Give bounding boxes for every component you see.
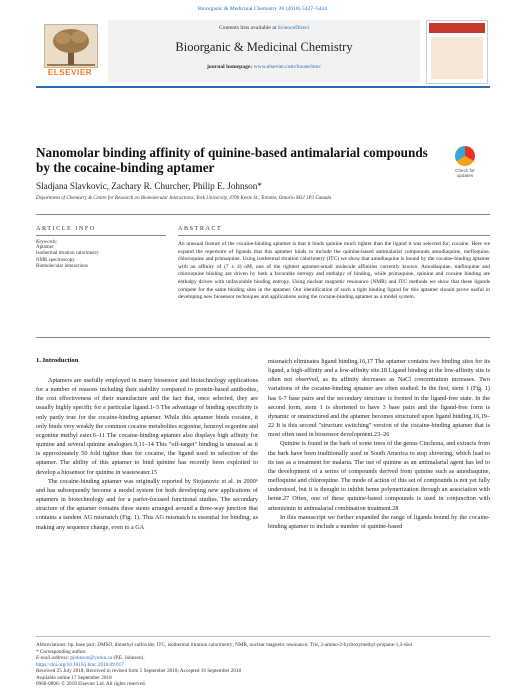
journal-header [36,20,490,82]
available-online: Available online 17 September 2018 [36,674,112,681]
crossmark-label [448,168,482,178]
contents-line [108,25,420,31]
author-list[interactable]: Sladjana Slavkovic, Zachary R. Churcher, Philip E. Johnson* [36,181,262,191]
crossmark-icon [455,146,475,166]
received-dates: Received 25 July 2018; Received in revised form 5 September 2018; Accepted 16 September 2018 [36,668,242,674]
email-suffix: (P.E. Johnson). [113,655,145,661]
keyword-item: Biomolecular interactions [36,264,88,270]
author-affiliation: Department of Chemistry & Centre for Research on Biomolecular Interactions, York University, 4700 Keele St., Toronto, Ontario M3J 1P3 Canada [36,196,332,201]
elsevier-wordmark: ELSEVIER [47,68,93,77]
abbreviations-note: Abbreviations: bp, base pair; DMSO, dimethyl sulfoxide; ITC, isothermal titration calorimetry; NMR, nuclear magnetic resonance; Tris, 2-amino-2-hydroxymethyl-propane-1,3-diol [36,642,413,648]
footnote-divider [36,636,490,637]
affiliation-divider [36,214,490,215]
email-link[interactable]: pjohnson@yorku.ca [70,655,113,661]
keyword-item: Isothermal titration calorimetry [36,251,99,257]
abstract-rule [178,235,490,236]
keywords-label: Keywords: [36,240,58,245]
check-for-updates-button[interactable] [448,146,482,180]
homepage-prefix: journal homepage: [207,64,253,70]
abstract-text: An unusual feature of the cocaine-binding aptamer is that it binds quinine much tighter than the ligand it was selected for, cocaine. Here we expand the repertoire of ligands that this aptamer binds to include the quinine-based antimalarial compounds amodiaquine, mefloquine, chloroquine and primaquine. Using isothermal titration calorimetry (ITC) we show that amodiaquine is bound by the cocaine-binding aptamer with an affinity of (7 ± 4) nM, one of the tightest aptamer-small molecule affinities currently known. Amodiaquine, mefloquine and chloroquine binding are driven by both a favorable entropy and enthalpy of binding, while primaquine, quinine and cocaine binding are enthalpy driven with unfavorable binding entropy. Using nuclear magnetic resonance (NMR) and ITC methods we show that these ligands compete for the same binding sites in the aptamer. Our identification of such a tight binding ligand for this aptamer should prove useful in developing new biosensor techniques and applications using the cocaine-binding aptamer as a model system. [178,241,490,301]
body-paragraph: Quinine is found in the bark of some trees of the genus Cinchona, and extracts from the bark have been traditionally used in South America to stop shivering, which lead to its use as a treatment for malaria. The use of quinine as an antimalarial agent has led to the development of a series of compounds derived from quinine such as amodiaquine, mefloquine and chloroquine. The mode of action of this set of compounds is not yet fully understood, but it is thought to inhibit heme polymerization through an association with heme.27 Often, one of these quinine-based compounds is used in conjunction with artemisinin in antimalarial combination treatment.28 [268,440,490,512]
cover-banner [429,23,485,33]
body-paragraph: Aptamers are usefully employed in many biosensor and biotechnology applications for a number of reasons including their stability compared to protein-based antibodies, the cost effectiveness of their manufacture and the fact that, once selected, they are usually highly specific for a particular ligand.1–5 The advantage of binding specificity is only partly true for the cocaine-binding aptamer. While this aptamer binds cocaine, it only binds very weakly the common cocaine metabolites ecgonine, benzoyl ecgonine and ecgonine methyl ester.6–11 The cocaine-binding aptamer also displays high affinity for quinine and several quinine analogues.9,11–14 This "off-target" binding is unusual as it is approximately 50 fold tighter than for cocaine, the ligand used in selection of the aptamer. The ability of this aptamer to bind quinine has recently been exploited to develop a biosensor for quinine in wastewater.15 [36,377,258,476]
article-title: Nanomolar binding affinity of quinine-based antimalarial compounds by the cocaine-binding aptamer [36,145,428,175]
doi-link[interactable]: https://doi.org/10.1016/j.bmc.2018.09.017 [36,661,124,668]
journal-banner [108,20,420,82]
header-divider [36,86,490,88]
body-paragraph: In this manuscript we further expanded the range of ligands bound by the cocaine-binding aptamer to include a number of quinine-based [268,513,490,530]
crossmark-line1: Check for [455,168,475,173]
journal-homepage-line [108,64,420,70]
keyword-item: Aptamer [36,245,54,250]
introduction-heading: 1. Introduction [36,357,79,364]
article-info-heading: ARTICLE INFO [36,225,96,232]
sciencedirect-link[interactable]: ScienceDirect [277,25,310,31]
article-info-rule [36,235,166,236]
email-label: E-mail address: [36,655,70,661]
keyword-item: NMR spectroscopy [36,257,75,263]
elsevier-logo[interactable] [36,20,104,82]
footnotes [36,642,490,688]
abstract-heading: ABSTRACT [178,225,223,232]
keywords-block [36,240,166,271]
journal-reference[interactable]: Bioorganic & Medicinal Chemistry 26 (2018) 5427–5434 [197,6,328,12]
body-paragraph: The cocaine-binding aptamer was originally reported by Stojanovic et al. in 2000⁶ and has subsequently become a model system for both developing new applications of aptamers in biotechnology and for a parfer-focused functional studies. The secondary structure of the aptamer contains three stems arranged around a three-way junction that contains a tandem AG mismatch (Fig. 1). This AG mismatch is essential for binding, as making any sequence change, even to a GA [36,477,258,531]
elsevier-tree-icon [44,24,98,68]
contents-prefix: Contents lists available at [218,25,277,31]
homepage-link[interactable]: www.elsevier.com/locate/bmc [253,64,321,70]
crossmark-line2: updates [456,173,474,178]
journal-cover-image[interactable] [426,20,488,84]
left-column [36,376,258,532]
cover-artwork [431,37,483,79]
abstract-bottom-rule [36,337,490,338]
right-column [268,357,490,531]
copyright-notice: 0968-0896/ © 2018 Elsevier Ltd. All rights reserved. [36,681,146,687]
body-paragraph: mismatch eliminates ligand binding.16,17 The aptamer contains two binding sites for its ligand, a high-affinity and a low-affinity site.18 Ligand binding at the low-affinity site is often not observed, as its affinity decreases as NaCl concentration increases. Two variations of the cocaine-binding aptamer are often studied. In the first, stem 1 (Fig. 1) has 6-7 base pairs and the secondary structure is formed in the ligand-free state. In the second form, stem 1 is shortened to have 3 base pairs and the ligand-free form is dynamic or unstructured and the aptamer becomes structured upon ligand binding.16,19–22 It is this second "structure switching" version of the cocaine-binding aptamer that is most often used in biosensor development.23–26 [268,358,490,439]
journal-title[interactable]: Bioorganic & Medicinal Chemistry [175,40,353,54]
corresponding-author-note: * Corresponding author. [36,648,87,655]
